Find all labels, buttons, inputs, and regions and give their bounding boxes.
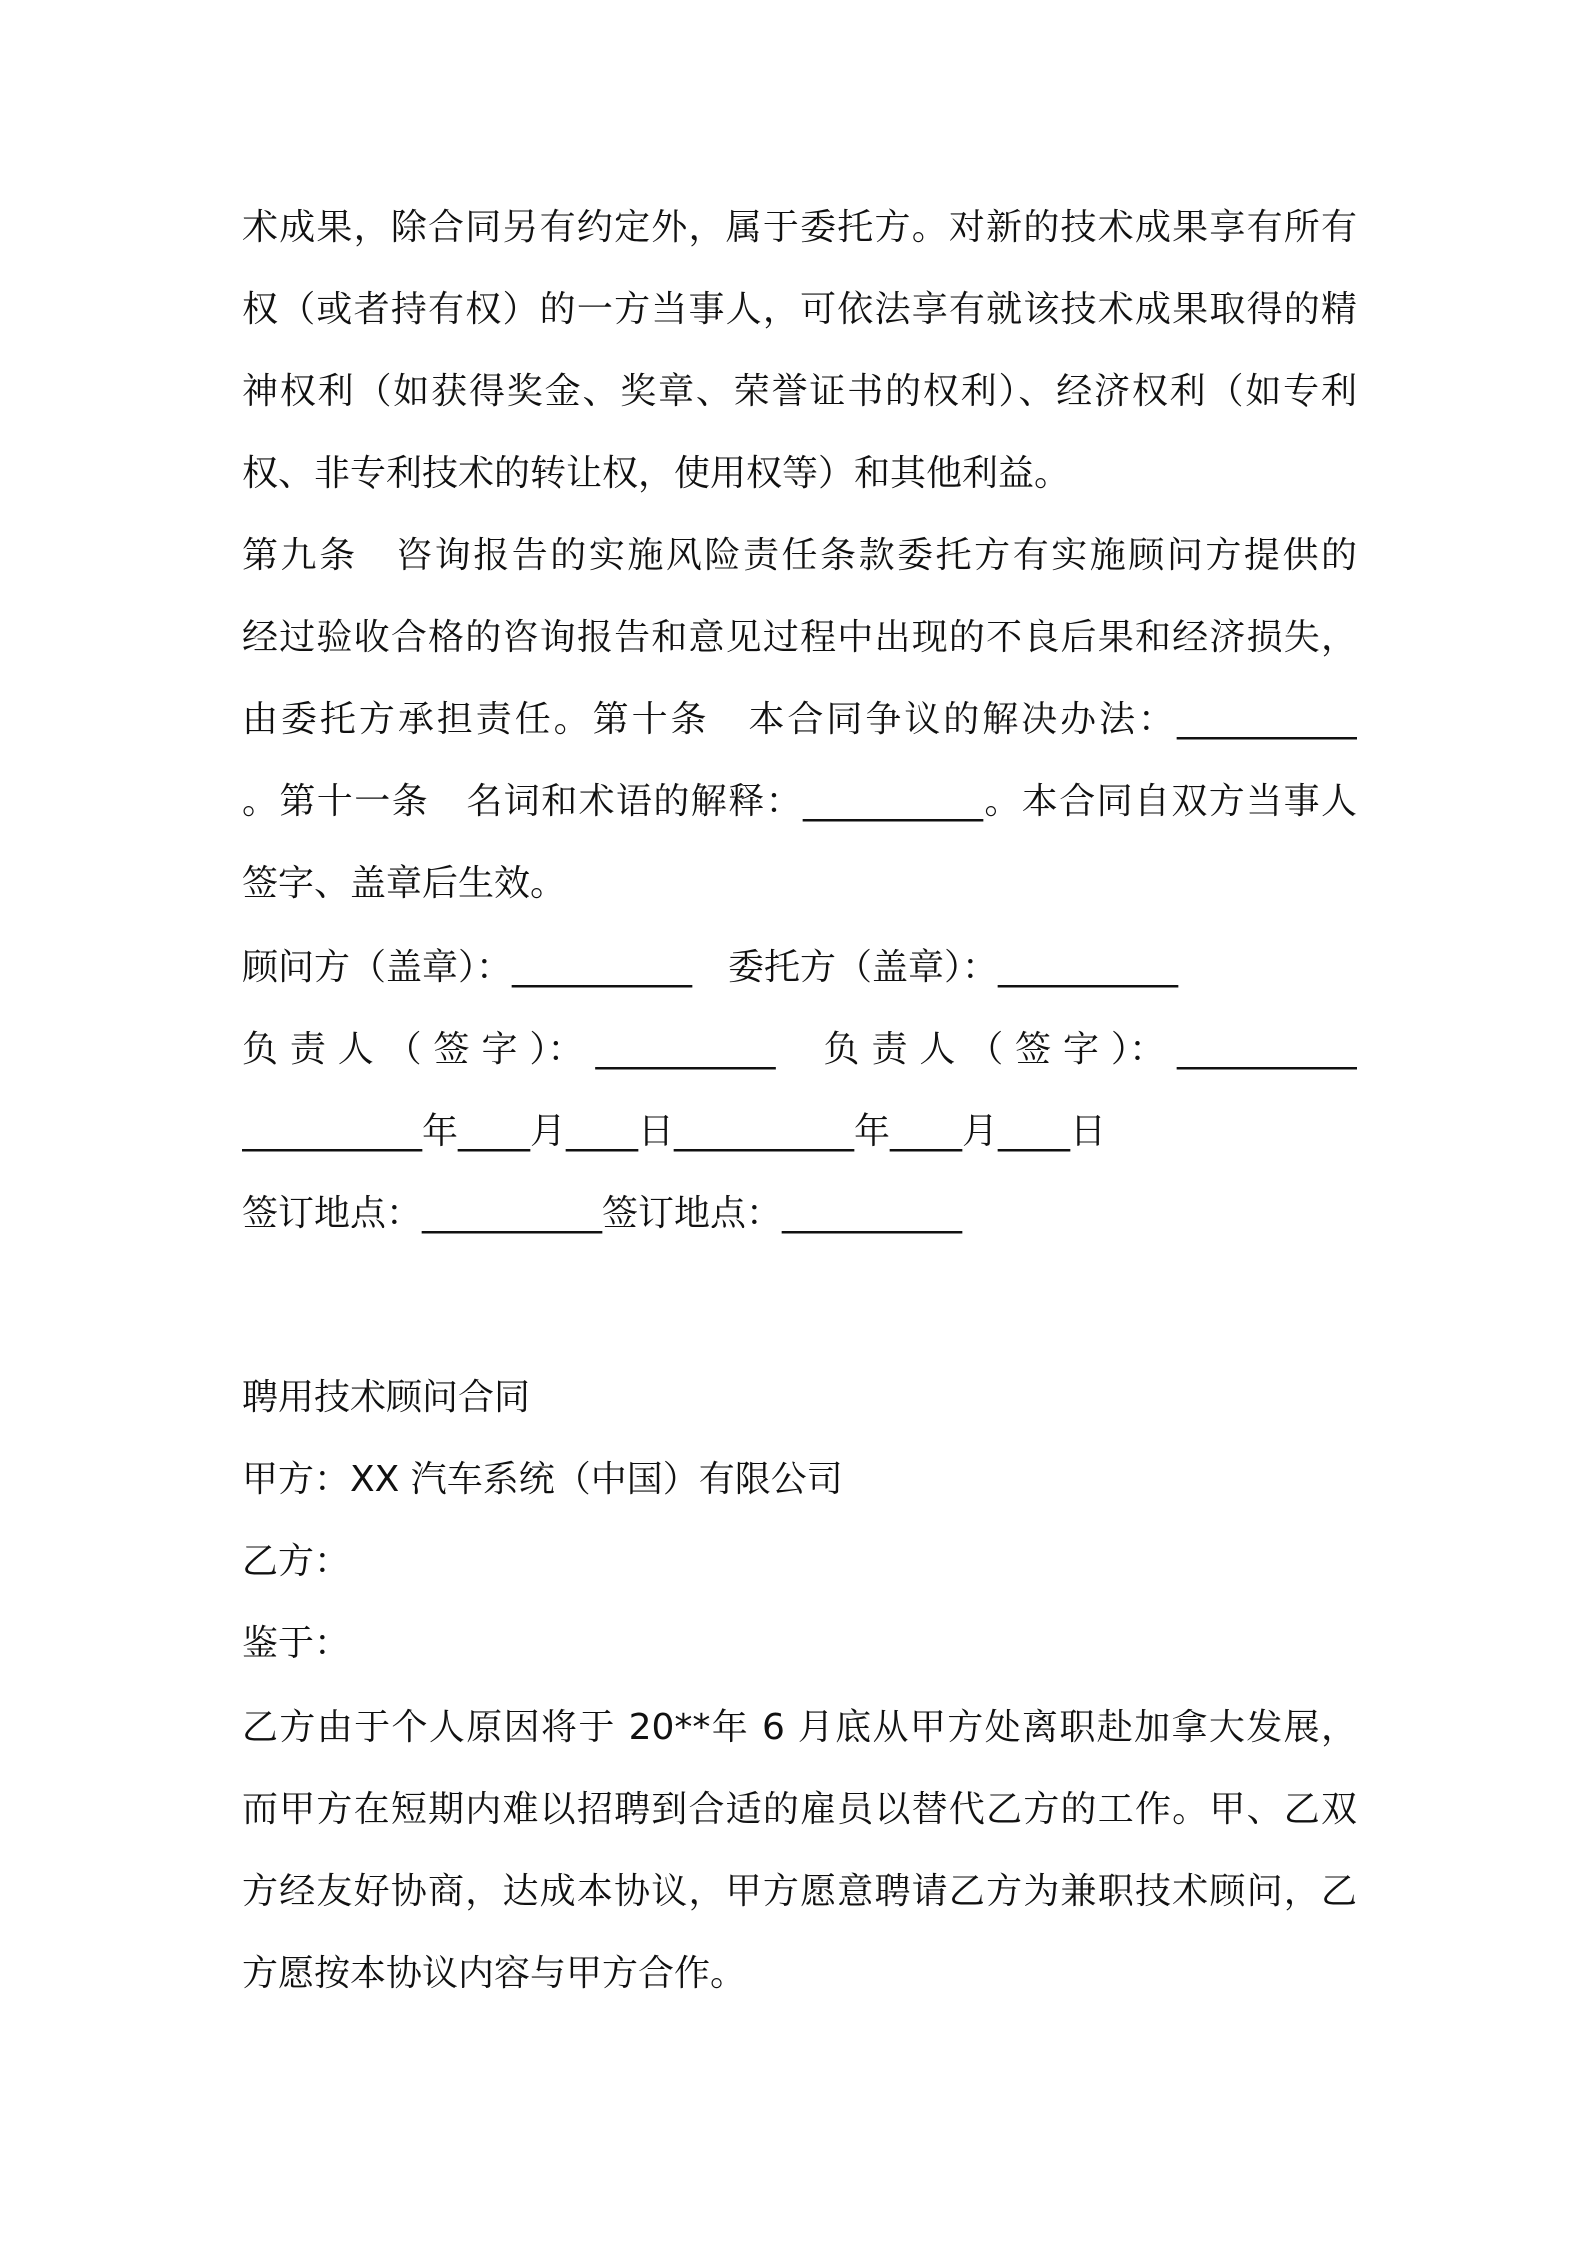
body-line: 神权利（如获得奖金、奖章、荣誉证书的权利）、经济权利（如专利 [242,371,1357,412]
body-line: 方经友好协商，达成本协议，甲方愿意聘请乙方为兼职技术顾问，乙 [242,1871,1357,1912]
body-line: 方愿按本协议内容与甲方合作。 [242,1953,747,1994]
party-b-line: 乙方： [242,1541,351,1582]
signing-place-line: 签订地点：__________签订地点：__________ [242,1193,963,1234]
body-line: 经过验收合格的咨询报告和意见过程中出现的不良后果和经济损失， [242,617,1357,658]
article-ten-line: 由委托方承担责任。第十条 本合同争议的解决办法：__________ [242,699,1357,740]
body-line: 签字、盖章后生效。 [242,863,567,904]
party-a-line: 甲方：XX 汽车系统（中国）有限公司 [242,1459,843,1500]
date-line: __________年____月____日__________年____月____日 [242,1111,1106,1152]
body-line: 而甲方在短期内难以招聘到合适的雇员以替代乙方的工作。甲、乙双 [242,1789,1357,1830]
body-line: 权（或者持有权）的一方当事人，可依法享有就该技术成果取得的精 [242,289,1357,330]
whereas-line: 鉴于： [242,1623,351,1664]
signature-line: 负 责 人 （ 签 字 ）： __________ 负 责 人 （ 签 字 ）： __________ [242,1029,1357,1070]
body-line: 术成果，除合同另有约定外，属于委托方。对新的技术成果享有所有 [242,207,1357,248]
article-eleven-line: 。第十一条 名词和术语的解释：__________。本合同自双方当事人 [242,781,1357,822]
body-line: 权、非专利技术的转让权，使用权等）和其他利益。 [242,453,1071,494]
body-line: 乙方由于个人原因将于 20**年 6 月底从甲方处离职赴加拿大发展， [242,1707,1357,1748]
contract-title: 聘用技术顾问合同 [242,1377,531,1418]
seal-line: 顾问方（盖章）：__________ 委托方（盖章）：__________ [242,947,1179,988]
article-nine-line: 第九条 咨询报告的实施风险责任条款委托方有实施顾问方提供的 [242,535,1357,576]
